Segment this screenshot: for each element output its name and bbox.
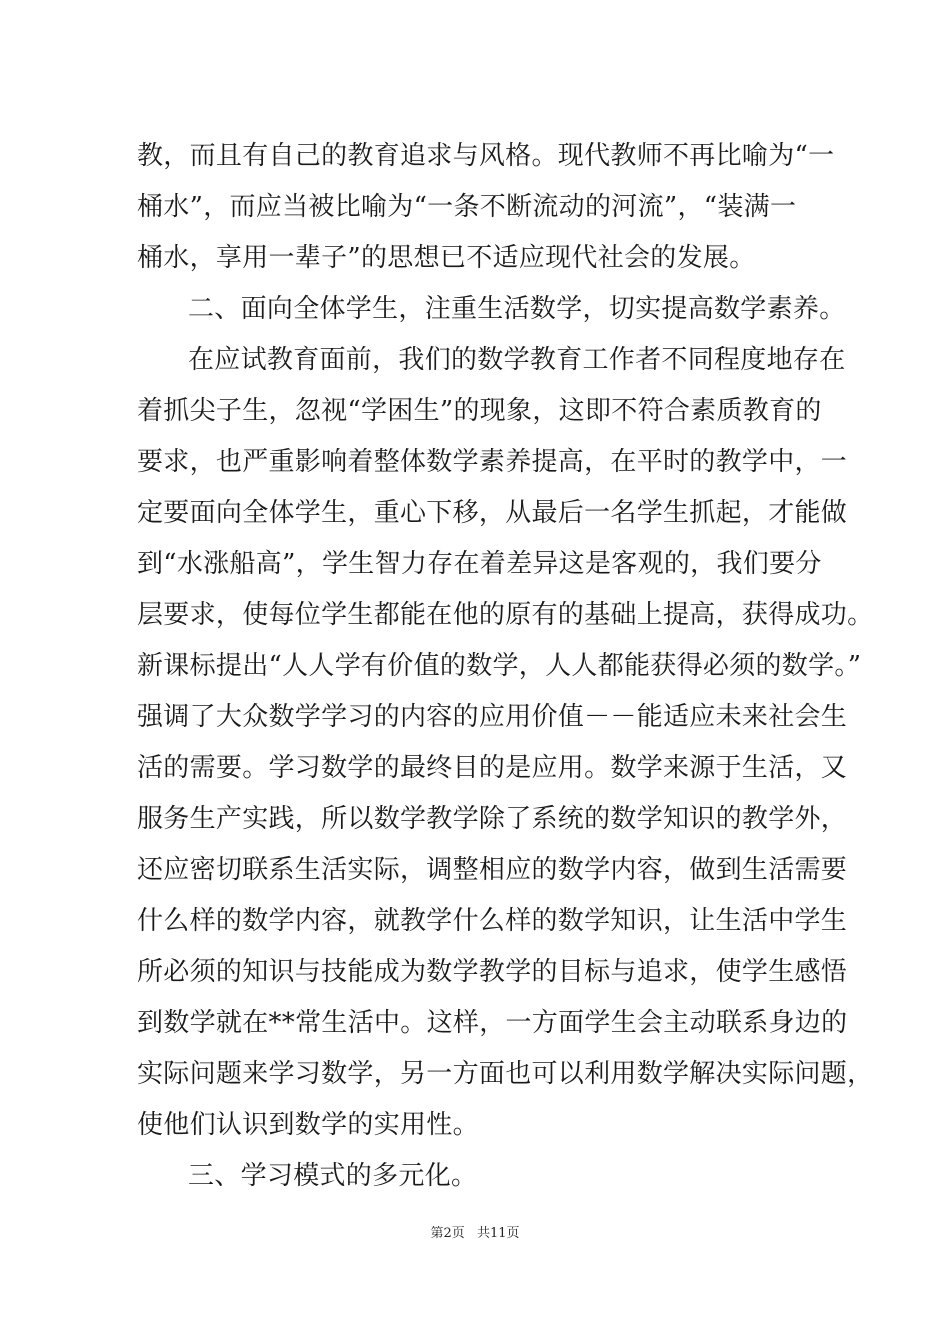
paragraph-line: 层要求，使每位学生都能在他的原有的基础上提高，获得成功。 xyxy=(137,600,874,630)
paragraph-line: 在应试教育面前，我们的数学教育工作者不同程度地存在 xyxy=(188,345,846,375)
section-heading: 二、面向全体学生，注重生活数学，切实提高数学素养。 xyxy=(188,294,846,324)
paragraph-line: 什么样的数学内容，就教学什么样的数学知识，让生活中学生 xyxy=(137,906,848,936)
paragraph-line: 到数学就在**常生活中。这样，一方面学生会主动联系身边的 xyxy=(137,1008,848,1038)
paragraph-line: 还应密切联系生活实际，调整相应的数学内容，做到生活需要 xyxy=(137,855,848,885)
paragraph-line: 服务生产实践，所以数学教学除了系统的数学知识的教学外， xyxy=(137,804,848,834)
paragraph-line: 教，而且有自己的教育追求与风格。现代教师不再比喻为“一 xyxy=(137,141,835,171)
paragraph-line: 强调了大众数学学习的内容的应用价值－－能适应未来社会生 xyxy=(137,702,848,732)
paragraph-line: 活的需要。学习数学的最终目的是应用。数学来源于生活，又 xyxy=(137,753,848,783)
section-heading: 三、学习模式的多元化。 xyxy=(188,1161,478,1191)
page-total: 共11页 xyxy=(476,1226,520,1241)
paragraph-line: 新课标提出“人人学有价值的数学，人人都能获得必须的数学。” xyxy=(137,651,862,681)
paragraph-line: 要求，也严重影响着整体数学素养提高，在平时的教学中，一 xyxy=(137,447,848,477)
paragraph-line: 桶水”，而应当被比喻为“一条不断流动的河流”，“装满一 xyxy=(137,192,797,222)
page-footer xyxy=(0,1222,950,1241)
paragraph-line: 到“水涨船高”，学生智力存在着差异这是客观的，我们要分 xyxy=(137,549,822,579)
paragraph-line: 所必须的知识与技能成为数学教学的目标与追求，使学生感悟 xyxy=(137,957,848,987)
paragraph-line: 使他们认识到数学的实用性。 xyxy=(137,1110,479,1140)
page-number: 第2页 xyxy=(430,1226,465,1241)
paragraph-line: 实际问题来学习数学，另一方面也可以利用数学解决实际问题， xyxy=(137,1059,874,1089)
paragraph-line: 着抓尖子生，忽视“学困生”的现象，这即不符合素质教育的 xyxy=(137,396,822,426)
paragraph-line: 定要面向全体学生，重心下移，从最后一名学生抓起，才能做 xyxy=(137,498,848,528)
paragraph-line: 桶水，享用一辈子”的思想已不适应现代社会的发展。 xyxy=(137,243,756,273)
